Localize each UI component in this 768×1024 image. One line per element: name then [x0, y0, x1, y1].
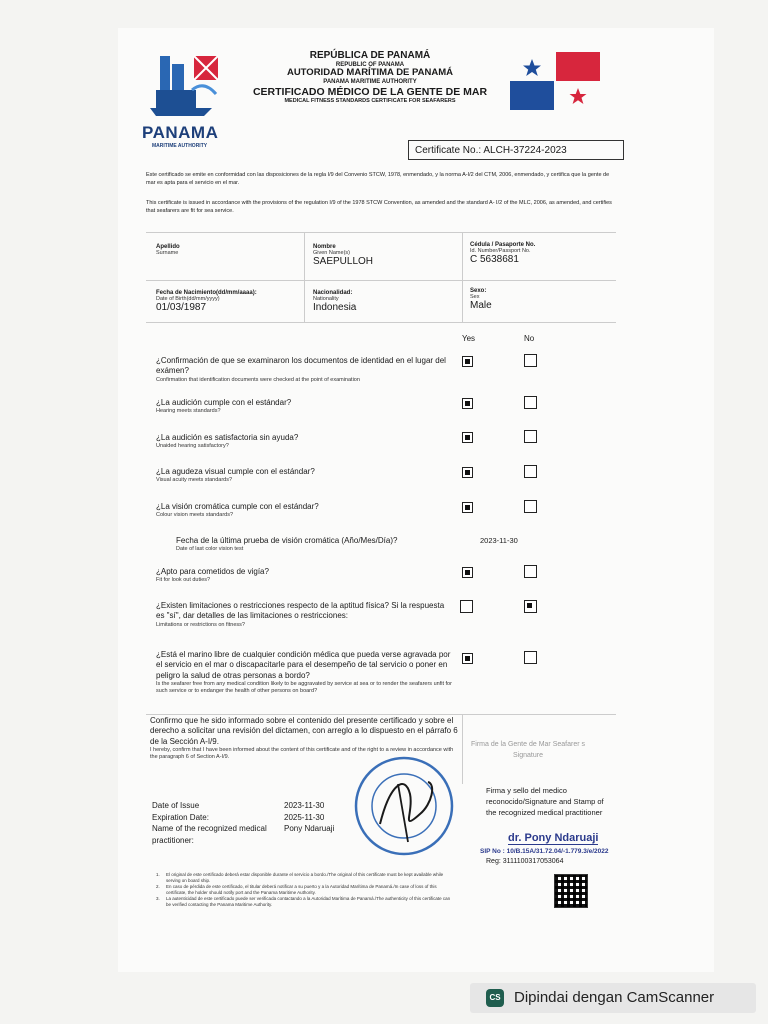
dob-field — [156, 290, 257, 313]
q8-no-checkbox[interactable] — [524, 600, 537, 613]
q9-yes-checkbox[interactable] — [462, 653, 473, 664]
table-col-line-1 — [304, 232, 305, 322]
q3-no-checkbox[interactable] — [524, 430, 537, 443]
practitioner-label: Name of the recognized medical practitioner: — [152, 824, 267, 845]
date-issue-label: Date of Issue — [152, 801, 200, 810]
q9-no-checkbox[interactable] — [524, 651, 537, 664]
clinic-stamp-icon — [350, 754, 458, 858]
q3-yes-checkbox[interactable] — [462, 432, 473, 443]
q4-yes-checkbox[interactable] — [462, 467, 473, 478]
authority-title-en: PANAMA MARITIME AUTHORITY — [323, 79, 417, 86]
passport-label-en: Id. Number/Passport No. — [470, 248, 531, 254]
nationality-label-en: Nationality — [313, 296, 339, 302]
camscanner-text: Dipindai dengan CamScanner — [514, 989, 715, 1006]
camscanner-banner — [470, 983, 756, 1013]
q2-yes-checkbox[interactable] — [462, 398, 473, 409]
stamp-caption: Firma y sello del medico reconocido/Signature and Stamp of the recognized medical practitioner — [486, 786, 604, 817]
passport-value: C 5638681 — [470, 254, 519, 265]
given-name-field — [313, 244, 373, 267]
sex-field — [470, 288, 492, 311]
q7-no-checkbox[interactable] — [524, 565, 537, 578]
table-col-line-2 — [462, 232, 463, 322]
panama-maritime-logo — [142, 50, 238, 150]
nationality-value: Indonesia — [313, 302, 357, 313]
q2-no-checkbox[interactable] — [524, 396, 537, 409]
logo-text: PANAMA — [142, 123, 219, 142]
sex-label-en: Sex — [470, 294, 480, 300]
ship-emblem-icon — [142, 50, 238, 120]
panama-flag-icon — [510, 52, 600, 110]
yes-column-header: Yes — [462, 334, 476, 343]
passport-field — [470, 242, 535, 265]
intro-spanish: Este certificado se emite en conformidad con las disposiciones de la regla I/9 del Convenio STCW, 1978, enmendado, y la norma A-I/2 del CTM, 2006, enmendado, y certifica que la gente de mar es apta para el servicio en el mar. — [146, 172, 610, 186]
dob-label: Fecha de Nacimiento(dd/mm/aaaa): — [156, 290, 257, 296]
sex-value: Male — [470, 300, 492, 311]
surname-label: Apellido — [156, 244, 180, 250]
sex-label: Sexo: — [470, 288, 487, 294]
surname-label-en: Surname — [156, 250, 179, 256]
question-lookout: ¿Apto para cometidos de vigía? Fit for look out duties? — [156, 567, 269, 584]
intro-english: This certificate is issued in accordance with the provisions of the regulation I/9 of the 1978 STCW Convention, as amended and the standard A- I/2 of the MLC, 2006, as amended, and certifies that seafarers are fit for sea service. — [146, 200, 612, 214]
no-column-header: No — [524, 334, 535, 343]
date-issue-value: 2023-11-30 — [284, 801, 325, 810]
doctor-sip: SIP No : 10/B.15A/31.72.04/-1.779.3/e/2022 — [480, 848, 609, 855]
footnote-2: En caso de pérdida de este certificado, el titular deberá notificar a su puerto y a la Autoridad Marítima de Panamá./In case of loss of this certificate, the holder should notify port and the Panama Maritime Authority. — [166, 884, 437, 896]
authority-title: AUTORIDAD MARÍTIMA DE PANAMÁ — [286, 67, 454, 79]
qr-code — [554, 874, 588, 908]
nationality-field — [313, 290, 356, 313]
q7-yes-checkbox[interactable] — [462, 567, 473, 578]
nationality-label: Nacionalidad: — [313, 290, 353, 296]
expiry-label: Expiration Date: — [152, 812, 209, 822]
question-unaided-hearing: ¿La audición es satisfactoria sin ayuda? Unaided hearing satisfactory? — [156, 433, 299, 450]
table-bottom-line — [146, 322, 616, 323]
certificate-number: Certificate No.: ALCH-37224-2023 — [415, 145, 567, 156]
question-limitations: ¿Existen limitaciones o restricciones respecto de la aptitud física? Si la respuesta es "sí", dar detalles de las limitaciones o restricciones: Limitations or restrictions on fitness? — [156, 601, 445, 628]
confirm-divider — [462, 714, 463, 784]
certificate-title: CERTIFICADO MÉDICO DE LA GENTE DE MAR — [252, 86, 488, 99]
given-name-label: Nombre — [313, 244, 336, 250]
given-name-value: SAEPULLOH — [313, 256, 374, 267]
table-top-line — [146, 232, 616, 233]
question-id-documents: ¿Confirmación de que se examinaron los documentos de identidad en el lugar del exámen? Confirmation that identification documents were checked at the point of examination — [156, 356, 446, 383]
question-colour-vision: ¿La visión cromática cumple con el estándar? Colour vision meets standards? — [156, 502, 319, 519]
republic-title-en: REPUBLIC OF PANAMA — [335, 61, 405, 68]
expiry-value: 2025-11-30 — [284, 812, 325, 822]
q1-no-checkbox[interactable] — [524, 354, 537, 367]
question-last-color-test: Fecha de la última prueba de visión cromática (Año/Mes/Día)? Date of last color vision test — [176, 536, 398, 553]
confirm-top-line — [146, 714, 616, 715]
dob-value: 01/03/1987 — [156, 302, 207, 313]
table-mid-line — [146, 280, 616, 281]
surname-field — [156, 244, 180, 256]
document-header — [250, 50, 490, 105]
footnote-1: El original de este certificado deberá estar disponible durante el servicio a bordo./The original of this certificate must be kept available while serving on board ship. — [166, 872, 444, 884]
last-color-test-date: 2023-11-30 — [480, 536, 518, 545]
certificate-number-box — [408, 140, 624, 160]
dob-label-en: Date of Birth(dd/mm/yyyy) — [156, 296, 220, 302]
given-name-label-en: Given Name(s) — [313, 250, 350, 256]
confirmation-text: Confirmo que he sido informado sobre el contenido del presente certificado y sobre el derecho a solicitar una revisión del dictamen, con arreglo a lo dispuesto en el párrafo 6 de la Sección A-I/9. I hereby, confirm that I have been informed about the content of this certificate and of the right to a review in accordance with the paragraph 6 of Section A-I/9. — [150, 716, 458, 761]
footnote-3: La autenticidad de este certificado puede ser verificada contactando a la Autoridad Marítima de Panamá./The authenticity of this certificate can be verified contacting the Panama Maritime Authority. — [166, 896, 451, 908]
q5-no-checkbox[interactable] — [524, 500, 537, 513]
republic-title: REPÚBLICA DE PANAMÁ — [309, 50, 431, 61]
q4-no-checkbox[interactable] — [524, 465, 537, 478]
footnotes: 1. El original de este certificado deberá estar disponible durante el servicio a bordo./The original of this certificate must be kept available while serving on board ship. 2. En caso de pérdida de este certificado, el titular deberá notificar a su puerto y a la Autoridad Marítima de Panamá./In case of loss of this certificate, the holder should notify port and the Panama Maritime Authority. 3. La autenticidad de este certificado puede ser verificada contactando a la Autoridad Marítima de Panamá./The authenticity of this certificate can be verified contacting the Panama Maritime Authority. — [156, 872, 456, 908]
doctor-name: dr. Pony Ndaruaji — [508, 832, 599, 844]
logo-subtext: MARITIME AUTHORITY — [152, 143, 208, 149]
camscanner-logo-icon: CS — [486, 989, 504, 1007]
question-visual-acuity: ¿La agudeza visual cumple con el estándar? Visual acuity meets standards? — [156, 467, 315, 484]
doctor-reg: Reg: 3111100317053064 — [486, 858, 564, 865]
q8-yes-checkbox[interactable] — [460, 600, 473, 613]
certificate-title-en: MEDICAL FITNESS STANDARDS CERTIFICATE FOR SEAFARERS — [284, 98, 456, 105]
issue-details — [152, 800, 372, 846]
q1-yes-checkbox[interactable] — [462, 356, 473, 367]
q5-yes-checkbox[interactable] — [462, 502, 473, 513]
practitioner-value: Pony Ndaruaji — [284, 824, 335, 834]
question-medical-condition: ¿Está el marino libre de cualquier condición médica que pueda verse agravada por el servicio en el mar o discapacitarle para el desempeño de tal servicio o poner en peligro la salud de otras personas a bordo? Is the seafarer free from any medical condition likely to be aggravated by service at sea or to render the seafarers unfit for such service or to endanger the health of other persons on board? — [156, 650, 452, 695]
question-hearing: ¿La audición cumple con el estándar? Hearing meets standards? — [156, 398, 292, 415]
seafarer-signature-label: Firma de la Gente de Mar Seafarer s Signature — [471, 741, 585, 759]
passport-label: Cédula / Pasaporte No. — [470, 242, 536, 248]
